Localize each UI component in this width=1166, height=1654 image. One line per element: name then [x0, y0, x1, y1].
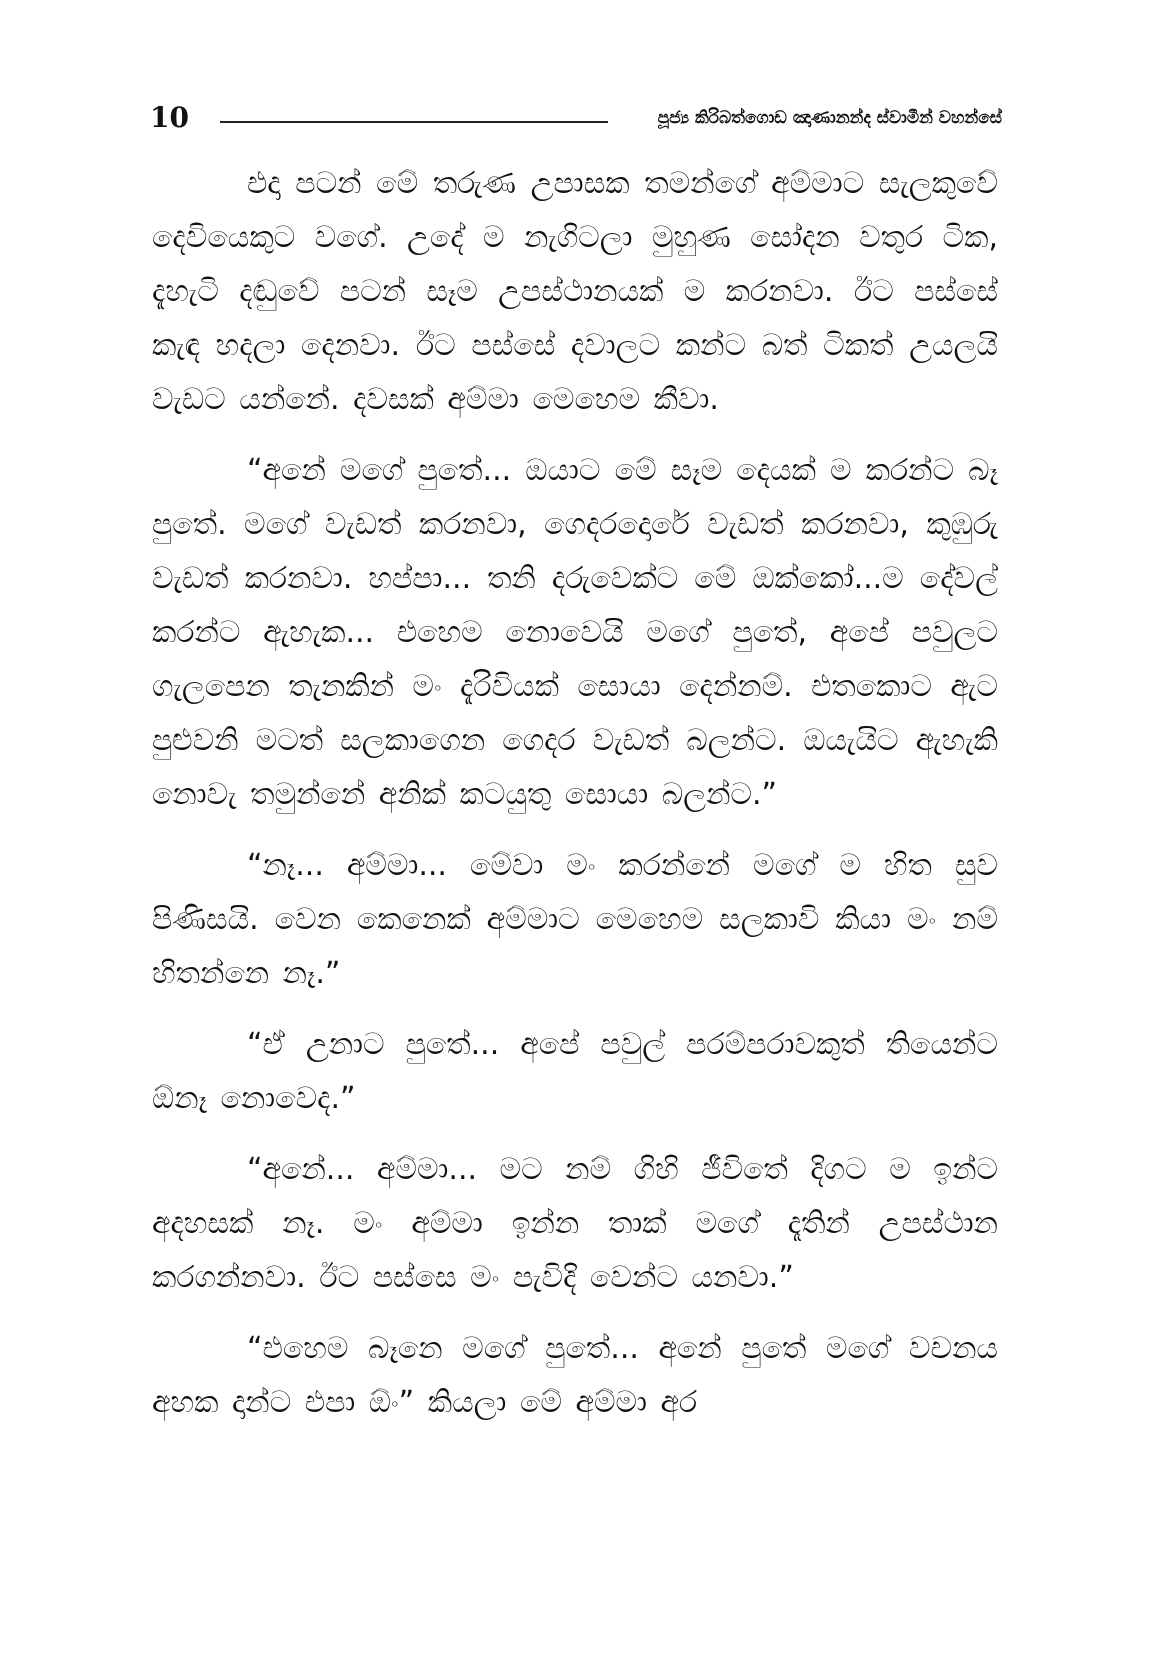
paragraph-3: “නෑ... අම්මා... මේවා මං කරන්නේ මගේ ම හිත සුව පිණිසයි. වෙන කෙනෙක් අම්මාට මෙහෙම සලකාවි කියා මං නම් හිතන්නෙ නෑ.”: [152, 848, 998, 991]
paragraph-5: “අනේ... අම්මා... මට නම් ගිහි ජීවිතේ දිගට ම ඉන්ට අදහසක් නෑ. මං අම්මා ඉන්න තාක් මගේ දෑතින් උපස්ථාන කරගන්නවා. ඊට පස්සෙ මං පැවිදි වෙන්ට යනවා.”: [152, 1152, 998, 1295]
paragraph-4: “ඒ උනාට පුතේ... අපේ පවුල් පරම්පරාවකුත් තියෙන්ට ඕනෑ නොවෙද.”: [152, 1027, 998, 1116]
paragraph-2: “අනේ මගේ පුතේ... ඔයාට මේ සෑම දෙයක් ම කරන්ට බෑ පුතේ. මගේ වැඩත් කරනවා, ගෙදරදොරේ වැඩත් කරනවා, කුඹුරු වැඩත් කරනවා. හප්පා... තනි දරුවෙක්ට මේ ඔක්කෝ...ම දේවල් කරන්ට ඇහැක... එහෙම නොවෙයි මගේ පුතේ, අපේ පවුලට ගැලපෙන තැනකින් මං දැරිවියක් සොයා දෙන්නම්. එතකොට ඇට පුළුවනි මටත් සලකාගෙන ගෙදර වැඩත් බලන්ට. ඔයැයිට ඇහැකි නොවැ තමුන්නේ අනික් කටයුතු සොයා බලන්ට.”: [152, 453, 998, 812]
running-title: පූජ්‍ය කිරිබත්ගොඩ ඤාණානන්ද ස්වාමීන් වහන්සේ: [657, 108, 1002, 128]
body-text: [152, 157, 998, 1447]
page-number: 10: [150, 101, 189, 134]
page-header: [150, 98, 1002, 138]
paragraph-1: එදා පටන් මේ තරුණ උපාසක තමන්ගේ අම්මාට සැලකුවේ දෙවියෙකුට වගේ. උදේ ම නැගිටලා මුහුණ සෝදන වතුර ටික, දැහැටි දඬුවේ පටන් සෑම උපස්ථානයක් ම කරනවා. ඊට පස්සේ කැඳ හදලා දෙනවා. ඊට පස්සේ දවාලට කන්ට බත් ටිකත් උයලයි වැඩට යන්නේ. දවසක් අම්මා මෙහෙම කීවා.: [152, 166, 998, 417]
header-rule: [220, 121, 608, 123]
paragraph-6: “එහෙම බෑනෙ මගේ පුතේ... අනේ පුතේ මගේ වචනය අහක දාන්ට එපා ඕං” කියලා මේ අම්මා අර: [152, 1331, 998, 1420]
